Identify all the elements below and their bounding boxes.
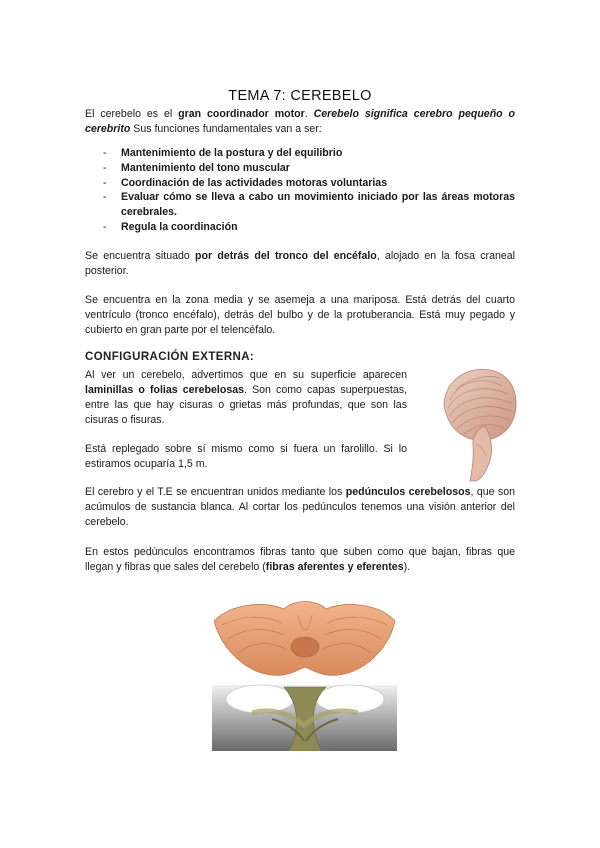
fibers-paragraph — [85, 545, 515, 575]
list-item-text: Evaluar cómo se lleva a cabo un movimiento iniciado por las áreas motoras cerebrales. — [121, 191, 515, 219]
peduncles-paragraph — [85, 485, 515, 530]
bullet-dash: - — [103, 176, 107, 189]
list-item — [103, 176, 515, 191]
page-title: TEMA 7: CEREBELO — [228, 87, 372, 104]
folias-paragraph — [85, 368, 407, 428]
list-item-text: Coordinación de las actividades motoras voluntarias — [121, 176, 388, 189]
bullet-dash: - — [103, 147, 107, 159]
farolillo-paragraph: Está replegado sobre sí mismo como si fuera un farolillo. Si lo estiramos ocuparía 1,5 m. — [85, 443, 407, 470]
list-item-text: Mantenimiento del tono muscular — [121, 161, 290, 174]
location-text-2: , alojado en la fosa craneal posterior. — [85, 250, 515, 277]
bullet-dash: - — [103, 191, 107, 204]
location-text-1: Se encuentra situado — [85, 250, 196, 262]
location-paragraph — [85, 249, 515, 279]
folias-text-2: . Son como capas superpuestas, entre las que hay cisuras o grietas más profundas, que son las cisuras o fisuras. — [85, 384, 407, 426]
section-heading: CONFIGURACIÓN EXTERNA: — [85, 351, 255, 363]
list-item — [103, 161, 515, 176]
intro-text-2: . — [304, 108, 314, 120]
intro-bold-italic: Cerebelo significa cerebro pequeño o cerebrito — [85, 108, 516, 135]
fibers-bold: fibras aferentes y eferentes — [265, 561, 404, 573]
intro-bold: gran coordinador motor — [178, 108, 305, 120]
intro-text-3: Sus funciones fundamentales van a ser: — [130, 123, 322, 135]
intro-paragraph — [85, 107, 515, 137]
intro-text-1: El cerebelo es el — [85, 108, 179, 120]
list-item-text: Regula la coordinación — [121, 220, 238, 233]
cerebellum-anterior-image — [212, 595, 397, 751]
location-bold: por detrás del tronco del encéfalo — [195, 250, 377, 262]
peduncles-text-2: , que son acúmulos de sustancia blanca. Al cortar los pedúnculos tenemos una visión anterior del cerebelo. — [85, 486, 516, 528]
folias-text-1: Al ver un cerebelo, advertimos que en su superficie aparecen — [85, 369, 407, 381]
list-item — [103, 146, 515, 161]
list-item — [103, 220, 515, 235]
list-item-text: Mantenimiento de la postura y del equilibrio — [121, 147, 343, 159]
list-item — [103, 190, 515, 220]
peduncles-text-1: El cerebro y el T.E se encuentran unidos mediante los — [85, 486, 346, 498]
bullet-dash: - — [103, 220, 107, 233]
functions-list — [103, 146, 515, 235]
fibers-text-1: En estos pedúnculos encontramos fibras tanto que suben como que bajan, fibras que llegan y fibras que sales del cerebelo ( — [85, 546, 515, 573]
description-paragraph: Se encuentra en la zona media y se asemeja a una mariposa. Está detrás del cuarto ventrículo (tronco encéfalo), detrás del bulbo y de la protuberancia. Está muy pegado y cubierto en gran parte por el telencéfalo. — [85, 294, 515, 336]
cerebellum-lateral-image — [440, 360, 518, 482]
peduncles-bold: pedúnculos cerebelosos — [345, 486, 471, 498]
folias-bold: laminillas o folias cerebelosas — [85, 384, 245, 396]
fibers-text-2: ). — [403, 561, 411, 573]
bullet-dash: - — [103, 161, 107, 174]
